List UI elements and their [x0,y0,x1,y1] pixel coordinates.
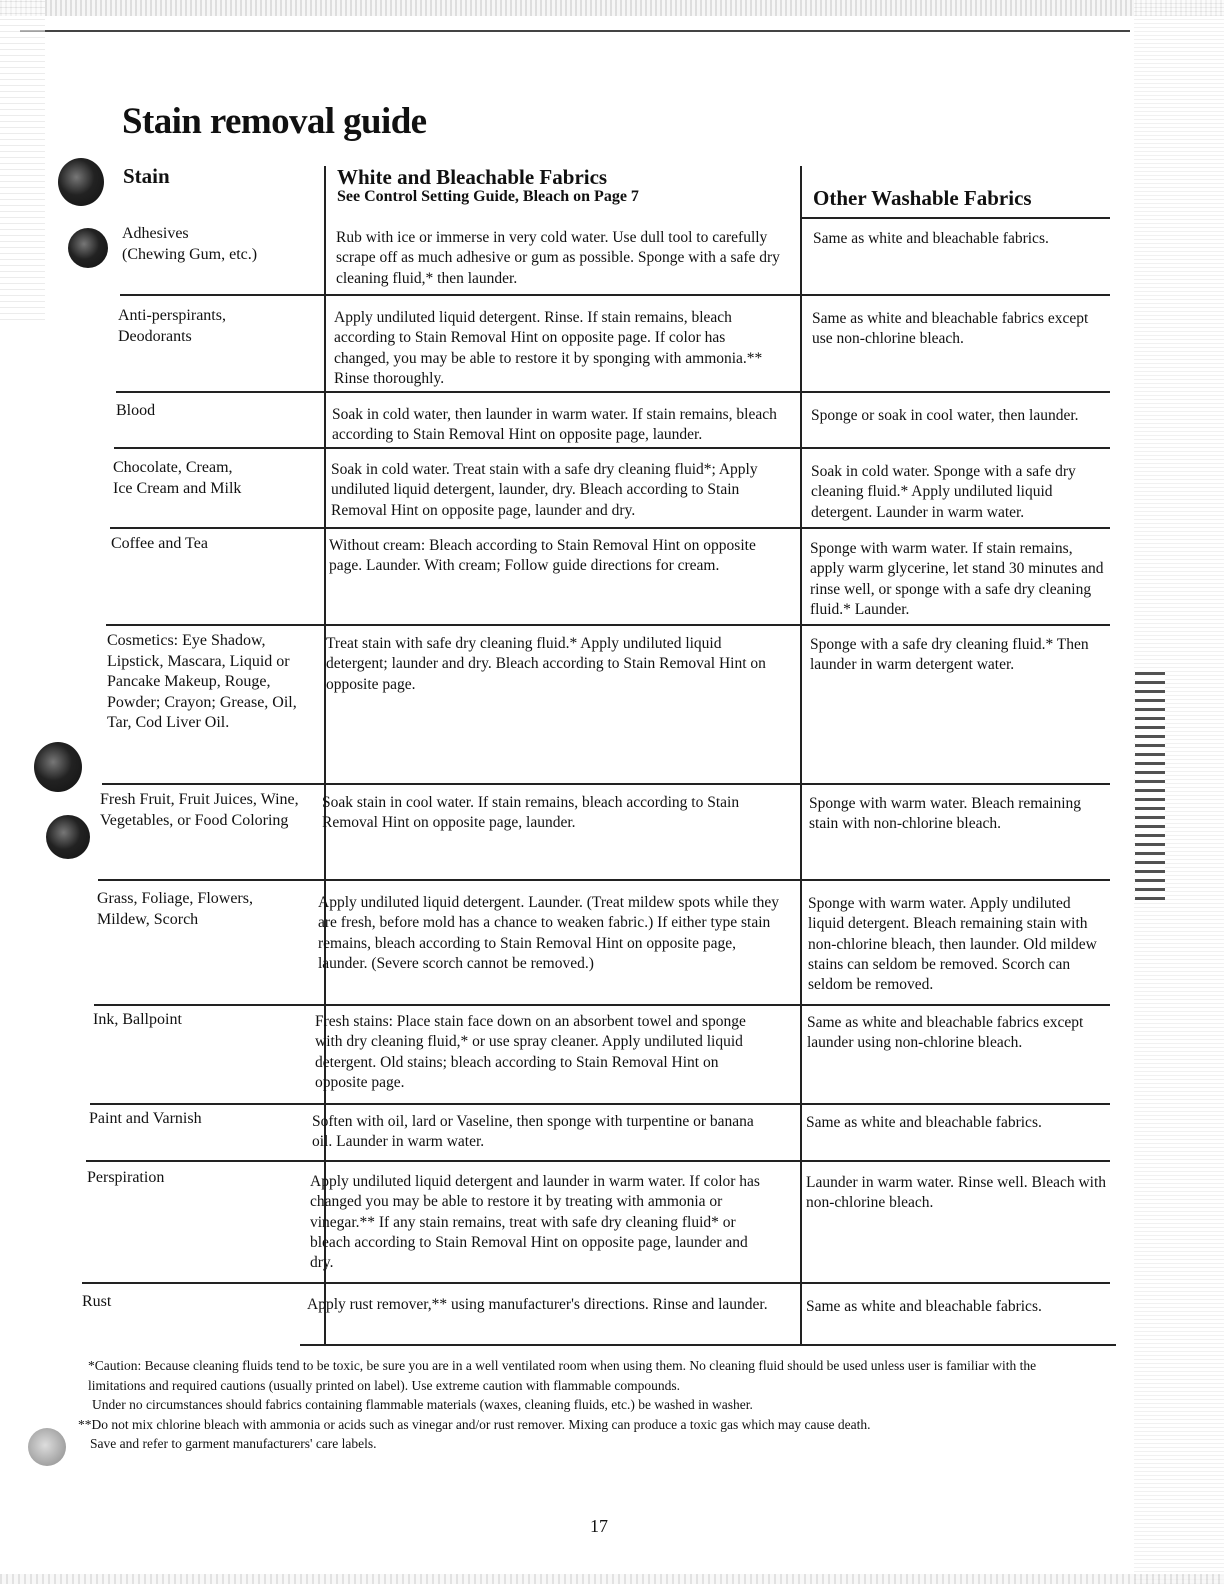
stain-name: Chocolate, Cream, Ice Cream and Milk [113,459,242,497]
binder-hole [28,1428,66,1466]
row-rule [82,1282,1110,1284]
scan-artifact-rule [20,30,1130,32]
header-other-fabrics: Other Washable Fabrics [813,186,1032,210]
row-rule [110,527,1110,529]
white-fabrics-rust: Apply rust remover,** using manufacturer's directions. Rinse and launder. [307,1296,768,1313]
page-title: Stain removal guide [122,101,427,142]
scan-artifact-right-bar [1135,670,1165,900]
binder-hole [34,742,82,792]
stain-name: Blood [116,402,156,419]
other-fabrics-ink: Same as white and bleachable fabrics except launder using non-chlorine bleach. [807,1014,1084,1052]
other-fabrics-coffee-tea: Sponge with warm water. If stain remains, apply warm glycerine, let stand 30 minutes and rinse well, or sponge with a safe dry cleaning fluid.* Launder. [810,540,1104,618]
table-bottom-rule [300,1344,1116,1346]
other-fabrics-anti-perspirants: Same as white and bleachable fabrics except use non-chlorine bleach. [812,310,1089,348]
stain-name: Adhesives (Chewing Gum, etc.) [122,225,258,263]
white-fabrics-blood: Soak in cold water, then launder in warm water. If stain remains, bleach according to Stain Removal Hint on opposite page, launder. [332,406,777,444]
stain-ink [93,1010,293,1031]
scan-artifact-bottom [0,1574,1224,1584]
stain-cosmetics [107,631,315,734]
other-fabrics-chocolate: Soak in cold water. Sponge with a safe dry cleaning fluid.* Apply undiluted liquid detergent. Launder in warm water. [811,463,1076,521]
white-fabrics-chocolate: Soak in cold water. Treat stain with a safe dry cleaning fluid*; Apply undiluted liquid detergent, launder, dry. Bleach according to Stain Removal Hint on opposite page, launder and dry. [331,461,758,519]
white-fabrics-perspiration: Apply undiluted liquid detergent and launder in warm water. If color has changed you may be able to restore it by treating with ammonia or vinegar.** If any stain remains, treat with safe dry cleaning fluid* or bleach according to Stain Removal Hint on opposite page, launder and dry. [310,1173,760,1272]
stain-adhesives [122,224,317,265]
header-white-fabrics-subtitle: See Control Setting Guide, Bleach on Page 7 [337,188,639,205]
stain-rust [82,1292,282,1313]
footnotes [78,1356,1088,1454]
other-fabrics-grass: Sponge with warm water. Apply undiluted liquid detergent. Bleach remaining stain with non-chlorine bleach, then launder. Old mildew stains can seldom be removed. Scorch can seldom be removed. [808,895,1097,994]
row-rule [86,1160,1110,1162]
stain-blood [116,401,316,422]
white-fabrics-adhesives: Rub with ice or immerse in very cold water. Use dull tool to carefully scrape off as much adhesive or gum as possible. Sponge with a safe dry cleaning fluid,* then launder. [336,229,780,287]
stain-coffee-tea [111,534,311,555]
stain-anti-perspirants [118,306,318,347]
stain-name: Perspiration [87,1169,165,1186]
white-fabrics-cosmetics: Treat stain with safe dry cleaning fluid.* Apply undiluted liquid detergent; launder and dry. Bleach according to Stain Removal Hint on opposite page. [326,635,766,693]
other-fabrics-fruit: Sponge with warm water. Bleach remaining stain with non-chlorine bleach. [809,795,1082,833]
binder-hole [46,815,90,859]
stain-chocolate [113,458,313,499]
stain-name: Fresh Fruit, Fruit Juices, Wine, Vegetables, or Food Coloring [100,791,299,829]
footnote-caution: *Caution: Because cleaning fluids tend to be toxic, be sure you are in a well ventilated room when using them. No cleaning fluid should be used unless user is familiar with the limitations and required cautions (usually printed on label). Use extreme caution with flammable compounds. [88,1358,1037,1393]
binder-hole [58,158,104,206]
row-rule [106,624,1110,626]
header-white-fabrics: White and Bleachable Fabrics [337,165,608,189]
stain-name: Anti-perspirants, Deodorants [118,307,226,345]
row-rule [120,294,1110,296]
stain-name: Coffee and Tea [111,535,208,552]
row-rule [102,783,1110,785]
other-fabrics-paint: Same as white and bleachable fabrics. [806,1114,1042,1131]
stain-name: Cosmetics: Eye Shadow, Lipstick, Mascara, Liquid or Pancake Makeup, Rouge, Powder; Crayon; Grease, Oil, Tar, Cod Liver Oil. [107,632,297,731]
stain-name: Rust [82,1293,112,1310]
row-rule [116,391,1110,393]
stain-name: Ink, Ballpoint [93,1011,182,1028]
stain-fruit [100,790,305,831]
row-rule [114,447,1110,449]
header-stain: Stain [123,164,170,188]
white-fabrics-anti-perspirants: Apply undiluted liquid detergent. Rinse. If stain remains, bleach according to Stain Removal Hint on opposite page. If color has changed, you may be able to restore it by sponging with ammonia.** Rinse thoroughly. [334,309,763,387]
white-fabrics-paint: Soften with oil, lard or Vaseline, then sponge with turpentine or banana oil. Launder in warm water. [312,1113,754,1151]
white-fabrics-coffee-tea: Without cream: Bleach according to Stain Removal Hint on opposite page. Launder. With cream; Follow guide directions for cream. [329,537,756,575]
column-divider [800,166,802,1344]
stain-grass [97,889,302,930]
stain-name: Paint and Varnish [89,1110,202,1127]
binder-hole [68,228,108,268]
stain-paint [89,1109,289,1130]
row-rule [90,1103,1110,1105]
other-fabrics-blood: Sponge or soak in cool water, then launder. [811,407,1079,424]
white-fabrics-ink: Fresh stains: Place stain face down on an absorbent towel and sponge with dry cleaning fluid,* or use spray cleaner. Apply undiluted liquid detergent. Old stains; bleach according to Stain Removal Hint on opposite page. [315,1013,746,1091]
stain-perspiration [87,1168,287,1189]
scan-artifact-left [0,0,45,320]
page-number: 17 [590,1516,608,1536]
other-fabrics-perspiration: Launder in warm water. Rinse well. Bleach with non-chlorine bleach. [806,1174,1107,1212]
other-fabrics-adhesives: Same as white and bleachable fabrics. [813,230,1049,247]
other-fabrics-rust: Same as white and bleachable fabrics. [806,1298,1042,1315]
footnote-mixing: **Do not mix chlorine bleach with ammonia or acids such as vinegar and/or rust remover. Mixing can produce a toxic gas which may cause death. [78,1416,871,1432]
other-fabrics-cosmetics: Sponge with a safe dry cleaning fluid.* Then launder in warm detergent water. [810,636,1089,674]
white-fabrics-fruit: Soak stain in cool water. If stain remains, bleach according to Stain Removal Hint on opposite page, launder. [322,794,740,832]
footnote-labels: Save and refer to garment manufacturers' care labels. [90,1436,377,1451]
row-rule [94,1004,1110,1006]
scan-artifact-top [0,0,1224,16]
row-rule [98,879,1110,881]
footnote-flammable: Under no circumstances should fabrics containing flammable materials (waxes, cleaning fluids, etc.) be washed in washer. [92,1397,753,1412]
column-divider [324,166,326,1344]
stain-name: Grass, Foliage, Flowers, Mildew, Scorch [97,890,253,928]
white-fabrics-grass: Apply undiluted liquid detergent. Launder. (Treat mildew spots while they are fresh, before mold has a chance to weaken fabric.) If either type stain remains, bleach according to Stain Removal Hint on opposite page, launder. (Severe scorch cannot be removed.) [318,894,780,972]
header-rule [800,217,1110,219]
